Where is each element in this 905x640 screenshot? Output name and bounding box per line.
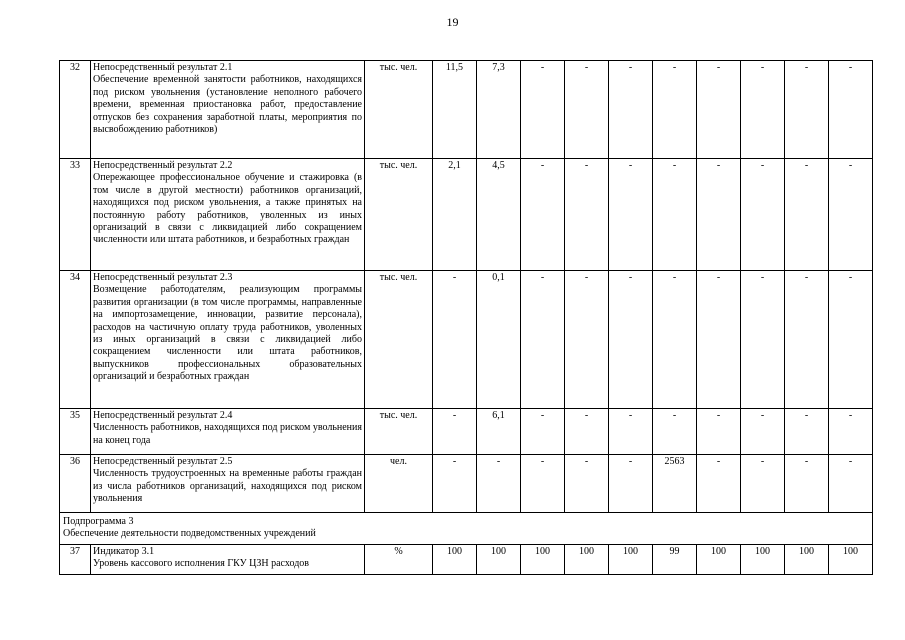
value-cell: 100 [521, 545, 565, 575]
value-cell: 2563 [653, 455, 697, 513]
row-title: Непосредственный результат 2.3 [93, 272, 233, 283]
value-cell: - [741, 271, 785, 409]
value-cell: - [521, 409, 565, 455]
row-number: 32 [60, 61, 91, 159]
value-cell: - [609, 271, 653, 409]
row-number: 34 [60, 271, 91, 409]
row-title: Непосредственный результат 2.5 [93, 456, 233, 467]
value-cell: - [565, 271, 609, 409]
value-cell: - [609, 455, 653, 513]
row-title: Непосредственный результат 2.1 [93, 62, 233, 73]
value-cell: - [741, 61, 785, 159]
value-cell: - [609, 159, 653, 271]
value-cell: - [741, 409, 785, 455]
table-row [60, 159, 873, 271]
value-cell: - [697, 455, 741, 513]
row-text: Численность трудоустроенных на временные работы граждан из числа работников организаций, находящихся под риском увольнения [93, 468, 362, 505]
value-cell: - [829, 61, 873, 159]
value-cell: - [433, 455, 477, 513]
row-description [91, 271, 365, 409]
value-cell: 4,5 [477, 159, 521, 271]
row-unit: тыс. чел. [365, 159, 433, 271]
row-description [91, 455, 365, 513]
value-cell: - [785, 455, 829, 513]
value-cell: - [521, 455, 565, 513]
value-cell: - [565, 409, 609, 455]
value-cell: 100 [433, 545, 477, 575]
table-row [60, 271, 873, 409]
value-cell: - [829, 455, 873, 513]
row-description [91, 409, 365, 455]
value-cell: - [741, 159, 785, 271]
value-cell: 100 [697, 545, 741, 575]
indicators-table [59, 60, 873, 575]
value-cell: 6,1 [477, 409, 521, 455]
value-cell: - [609, 409, 653, 455]
row-unit: чел. [365, 455, 433, 513]
table-row [60, 409, 873, 455]
value-cell: - [477, 455, 521, 513]
table-row [60, 61, 873, 159]
value-cell: 99 [653, 545, 697, 575]
value-cell: - [829, 409, 873, 455]
value-cell: - [785, 271, 829, 409]
row-description [91, 545, 365, 575]
table-row [60, 545, 873, 575]
row-title: Индикатор 3.1 [93, 546, 155, 557]
value-cell: 100 [609, 545, 653, 575]
row-number: 33 [60, 159, 91, 271]
subprogram-header [60, 513, 873, 545]
row-text: Численность работников, находящихся под риском увольнения на конец года [93, 422, 362, 446]
value-cell: - [653, 61, 697, 159]
value-cell: - [653, 409, 697, 455]
row-description [91, 61, 365, 159]
row-text: Опережающее профессиональное обучение и стажировка (в том числе в другой местности) работников организаций, находящихся под риском увольнения, а также принятых на постоянную работу работников, уволенных из иных организаций в связи с ликвидацией либо сокращением численности или штата работников, и безработных граждан [93, 172, 362, 246]
value-cell: 100 [477, 545, 521, 575]
value-cell: 100 [565, 545, 609, 575]
value-cell: 7,3 [477, 61, 521, 159]
row-text: Возмещение работодателям, реализующим программы развития организации (в том числе программы, направленные на импортозамещение, инновации, развитие персонала), расходов на частичную оплату труда работников, уволенных из иных организаций в связи с ликвидацией либо сокращением численности или штата работников, выпускников профессиональных образовательных организаций и безработных граждан [93, 284, 362, 383]
row-text: Обеспечение временной занятости работников, находящихся под риском увольнения (установление неполного рабочего времени, временная приостановка работ, предоставление отпусков без сохранения заработной платы, мероприятия по высвобождению работников) [93, 74, 362, 136]
subprogram-title: Подпрограмма 3 [63, 516, 134, 527]
value-cell: - [521, 271, 565, 409]
value-cell: - [565, 61, 609, 159]
row-description [91, 159, 365, 271]
value-cell: - [433, 271, 477, 409]
value-cell: 100 [785, 545, 829, 575]
row-number: 37 [60, 545, 91, 575]
row-title: Непосредственный результат 2.2 [93, 160, 233, 171]
value-cell: - [785, 61, 829, 159]
row-text: Уровень кассового исполнения ГКУ ЦЗН расходов [93, 558, 310, 570]
value-cell: - [697, 271, 741, 409]
value-cell: 2,1 [433, 159, 477, 271]
value-cell: 100 [829, 545, 873, 575]
row-number: 35 [60, 409, 91, 455]
table-row [60, 455, 873, 513]
subprogram-row [60, 513, 873, 545]
value-cell: - [829, 159, 873, 271]
value-cell: - [829, 271, 873, 409]
value-cell: - [785, 409, 829, 455]
value-cell: - [433, 409, 477, 455]
row-number: 36 [60, 455, 91, 513]
value-cell: - [697, 61, 741, 159]
value-cell: - [609, 61, 653, 159]
row-unit: тыс. чел. [365, 271, 433, 409]
value-cell: - [521, 61, 565, 159]
value-cell: - [697, 159, 741, 271]
row-unit: % [365, 545, 433, 575]
page-number: 19 [446, 15, 459, 29]
value-cell: 0,1 [477, 271, 521, 409]
value-cell: - [521, 159, 565, 271]
row-unit: тыс. чел. [365, 61, 433, 159]
value-cell: - [565, 159, 609, 271]
subprogram-text: Обеспечение деятельности подведомственных учреждений [63, 528, 316, 540]
value-cell: - [741, 455, 785, 513]
value-cell: - [653, 159, 697, 271]
value-cell: 100 [741, 545, 785, 575]
row-unit: тыс. чел. [365, 409, 433, 455]
row-title: Непосредственный результат 2.4 [93, 410, 233, 421]
value-cell: - [785, 159, 829, 271]
value-cell: - [653, 271, 697, 409]
value-cell: 11,5 [433, 61, 477, 159]
value-cell: - [697, 409, 741, 455]
value-cell: - [565, 455, 609, 513]
